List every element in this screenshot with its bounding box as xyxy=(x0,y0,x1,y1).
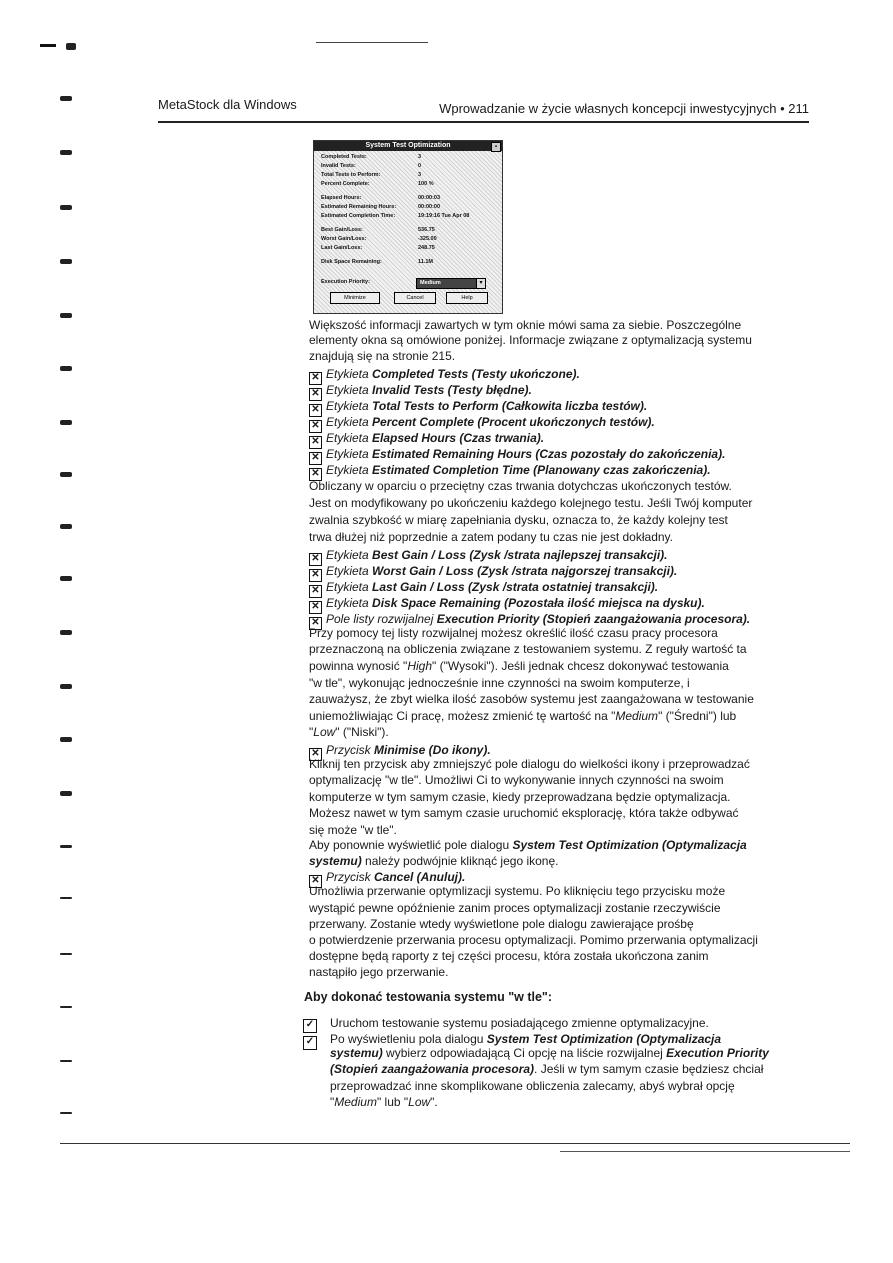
dialog-value: 00:00:00 xyxy=(418,204,441,210)
cancel-description-line: przerwany. Zostanie wtedy wyświetlone pole dialogu zawierające prośbę xyxy=(309,917,694,931)
margin-mark xyxy=(60,472,72,477)
corner-mark xyxy=(40,44,56,47)
checkbox-x-icon: ✕ xyxy=(309,388,322,401)
checkbox-x-icon: ✕ xyxy=(309,553,322,566)
margin-mark xyxy=(60,791,72,796)
dialog-label: Best Gain/Loss: xyxy=(321,227,363,233)
description-line: trwa dłużej niż poprzednie a zatem podany tu czas nie jest dokładny. xyxy=(309,530,673,544)
checkmark-icon: ✓ xyxy=(303,1036,317,1050)
checkbox-x-icon: ✕ xyxy=(309,601,322,614)
dialog-label: Invalid Tests: xyxy=(321,163,356,169)
intro-line: elementy okna są omówione poniżej. Informacje związane z optymalizacją systemu xyxy=(309,333,752,347)
list-item: ✕ Przycisk Cancel (Anuluj). xyxy=(309,870,465,888)
description-line: Obliczany w oparciu o przeciętny czas trwania dotychczas ukończonych testów. xyxy=(309,479,732,493)
priority-description-line: przeznaczoną na obliczenia związane z testowaniem systemu. Z reguły wartość ta xyxy=(309,642,747,656)
priority-description-line: uniemożliwiając Ci pracę, możesz zmienić tę wartość na "Medium" ("Średni") lub xyxy=(309,709,737,723)
priority-description-line: zauważysz, że zbyt wielka ilość zasobów systemu jest zaangażowana w testowanie xyxy=(309,692,754,706)
dialog-value: 3 xyxy=(418,172,422,178)
description-line: Jest on modyfikowany po ukończeniu każdego kolejnego testu. Jeśli Twój komputer xyxy=(309,496,753,510)
priority-description-line: "w tle", wykonując jednocześnie inne czynności na swoim komputerze, i xyxy=(309,676,690,690)
margin-mark xyxy=(60,684,72,689)
list-item: ✕ Etykieta Total Tests to Perform (Całkowita liczba testów). xyxy=(309,399,647,417)
execution-priority-value: Medium xyxy=(420,280,441,286)
checkbox-x-icon: ✕ xyxy=(309,748,322,761)
dialog-value: -325.00 xyxy=(418,236,437,242)
checkbox-x-icon: ✕ xyxy=(309,420,322,433)
checkmark-icon: ✓ xyxy=(303,1019,317,1033)
margin-mark xyxy=(60,953,72,955)
dialog-label: Last Gain/Loss: xyxy=(321,245,363,251)
list-item: ✕ Przycisk Minimise (Do ikony). xyxy=(309,743,491,761)
chevron-down-icon[interactable]: ▾ xyxy=(476,279,485,288)
checkbox-x-icon: ✕ xyxy=(309,436,322,449)
minimize-button[interactable]: Minimize xyxy=(330,292,380,304)
dialog-value: 100 % xyxy=(418,181,434,187)
margin-mark xyxy=(60,1060,72,1062)
dialog-label: Elapsed Hours: xyxy=(321,195,362,201)
description-line: zwalnia szybkość w miarę zapełniania dysku, oznacza to, że każdy kolejny test xyxy=(309,513,728,527)
margin-mark xyxy=(60,96,72,101)
checkbox-x-icon: ✕ xyxy=(309,585,322,598)
header-rule xyxy=(158,121,809,123)
dialog-value: 00:00:03 xyxy=(418,195,441,201)
margin-mark xyxy=(60,630,72,635)
priority-description-line: "Low" ("Niski"). xyxy=(309,725,389,739)
priority-description-line: Przy pomocy tej listy rozwijalnej możesz określić ilość czasu pracy procesora xyxy=(309,626,718,640)
list-item: ✕ Etykieta Elapsed Hours (Czas trwania). xyxy=(309,431,544,449)
minimise-description-line: optymalizację "w tle". Umożliwi Ci to wykonywanie innych czynności na swoim xyxy=(309,773,724,787)
cancel-description-line: dostępne będą raporty z tej części procesu, która została ukończona zanim xyxy=(309,949,709,963)
margin-mark xyxy=(60,366,72,371)
dialog-value: 19:19:16 Tue Apr 08 xyxy=(418,213,470,219)
restore-line: systemu) należy podwójnie kliknąć jego ikonę. xyxy=(309,854,559,868)
help-button[interactable]: Help xyxy=(446,292,488,304)
procedure-step-text: Po wyświetleniu pola dialogu System Test Optimization (Optymalizacja xyxy=(330,1032,722,1046)
intro-line: znajdują się na stronie 215. xyxy=(309,349,456,363)
margin-mark xyxy=(60,420,72,425)
list-item: ✕ Pole listy rozwijalnej Execution Priority (Stopień zaangażowania procesora). xyxy=(309,612,750,630)
list-item: ✕ Etykieta Completed Tests (Testy ukończone). xyxy=(309,367,580,385)
procedure-heading: Aby dokonać testowania systemu "w tle": xyxy=(304,990,553,1004)
procedure-step-text: Uruchom testowanie systemu posiadającego zmienne optymalizacyjne. xyxy=(330,1016,709,1030)
dialog-label: Percent Complete: xyxy=(321,181,370,187)
checkbox-x-icon: ✕ xyxy=(309,617,322,630)
dialog-title: System Test Optimization xyxy=(365,142,451,149)
dialog-value: 536.75 xyxy=(418,227,435,233)
list-item: ✕ Etykieta Percent Complete (Procent ukończonych testów). xyxy=(309,415,655,433)
cancel-description-line: wystąpić pewne opóźnienie zanim proces optymalizacji zostanie rzeczywiście xyxy=(309,901,721,915)
minimise-description-line: Możesz nawet w tym samym czasie uruchomić eksplorację, która także odbywać xyxy=(309,806,739,820)
system-test-optimization-dialog xyxy=(313,140,503,314)
list-item: ✕ Etykieta Last Gain / Loss (Zysk /strata ostatniej transakcji). xyxy=(309,580,658,598)
procedure-step-text: (Stopień zaangażowania procesora). Jeśli w tym samym czasie będziesz chciał xyxy=(330,1062,764,1076)
dialog-label: Execution Priority: xyxy=(321,279,370,285)
margin-mark xyxy=(60,524,72,529)
list-item: ✕ Etykieta Best Gain / Loss (Zysk /strata najlepszej transakcji). xyxy=(309,548,667,566)
procedure-step-text: przeprowadzać inne skomplikowane obliczenia zalecamy, abyś wybrał opcję xyxy=(330,1079,735,1093)
system-menu-icon[interactable]: ▪ xyxy=(491,142,501,152)
margin-mark xyxy=(60,845,72,848)
list-item: ✕ Etykieta Worst Gain / Loss (Zysk /strata najgorszej transakcji). xyxy=(309,564,677,582)
procedure-step-text: "Medium" lub "Low". xyxy=(330,1095,438,1109)
dialog-label: Disk Space Remaining: xyxy=(321,259,382,265)
footer-rule xyxy=(560,1151,850,1152)
margin-mark xyxy=(60,205,72,210)
dialog-value: 11.1M xyxy=(418,259,433,265)
checkbox-x-icon: ✕ xyxy=(309,452,322,465)
intro-line: Większość informacji zawartych w tym oknie mówi sama za siebie. Poszczególne xyxy=(309,318,742,332)
procedure-step xyxy=(303,1031,321,1050)
dialog-label: Estimated Completion Time: xyxy=(321,213,396,219)
dialog-label: Estimated Remaining Hours: xyxy=(321,204,397,210)
cancel-description-line: nastąpiło jego przerwanie. xyxy=(309,965,449,979)
margin-mark xyxy=(60,1006,72,1008)
execution-priority-select[interactable] xyxy=(416,278,486,289)
cancel-button[interactable]: Cancel xyxy=(394,292,436,304)
margin-mark xyxy=(60,737,72,742)
list-item: ✕ Etykieta Disk Space Remaining (Pozostała ilość miejsca na dysku). xyxy=(309,596,705,614)
dialog-label: Completed Tests: xyxy=(321,154,367,160)
margin-mark xyxy=(60,576,72,581)
cancel-description-line: Umożliwia przerwanie optymlizacji systemu. Po kliknięciu tego przycisku może xyxy=(309,884,726,898)
margin-mark xyxy=(60,1112,72,1114)
margin-mark xyxy=(60,313,72,318)
restore-line: Aby ponownie wyświetlić pole dialogu System Test Optimization (Optymalizacja xyxy=(309,838,747,852)
top-rule xyxy=(316,42,428,43)
list-item: ✕ Etykieta Invalid Tests (Testy błędne). xyxy=(309,383,532,401)
minimise-description-line: się może "w tle". xyxy=(309,823,397,837)
checkbox-x-icon: ✕ xyxy=(309,468,322,481)
dialog-label: Worst Gain/Loss: xyxy=(321,236,367,242)
dialog-label: Total Tests to Perform: xyxy=(321,172,381,178)
checkbox-x-icon: ✕ xyxy=(309,875,322,888)
margin-mark xyxy=(66,43,76,50)
minimise-description-line: komputerze w tym samym czasie, kiedy przeprowadzana będzie optymalizacja. xyxy=(309,790,731,804)
margin-mark xyxy=(60,259,72,264)
running-header-left: MetaStock dla Windows xyxy=(158,97,297,112)
checkbox-x-icon: ✕ xyxy=(309,569,322,582)
dialog-value: 248.75 xyxy=(418,245,435,251)
procedure-step-text: systemu) wybierz odpowiadającą Ci opcję na liście rozwijalnej Execution Priority xyxy=(330,1046,769,1060)
list-item: ✕ Etykieta Estimated Completion Time (Planowany czas zakończenia). xyxy=(309,463,711,481)
dialog-value: 3 xyxy=(418,154,422,160)
dialog-title-bar xyxy=(314,141,502,151)
margin-mark xyxy=(60,897,72,899)
running-header-right: Wprowadzanie w życie własnych koncepcji inwestycyjnych • 211 xyxy=(439,101,809,116)
checkbox-x-icon: ✕ xyxy=(309,372,322,385)
footer-rule xyxy=(60,1143,850,1144)
margin-mark xyxy=(60,150,72,155)
cancel-description-line: o potwierdzenie przerwania procesu optymalizacji. Pomimo przerwania optymalizacji xyxy=(309,933,758,947)
dialog-value: 0 xyxy=(418,163,422,169)
list-item: ✕ Etykieta Estimated Remaining Hours (Czas pozostały do zakończenia). xyxy=(309,447,725,465)
minimise-description-line: Kliknij ten przycisk aby zmniejszyć pole dialogu do wielkości ikony i przeprowadzać xyxy=(309,757,750,771)
priority-description-line: powinna wynosić "High" ("Wysoki"). Jeśli jednak chcesz dokonywać testowania xyxy=(309,659,729,673)
checkbox-x-icon: ✕ xyxy=(309,404,322,417)
